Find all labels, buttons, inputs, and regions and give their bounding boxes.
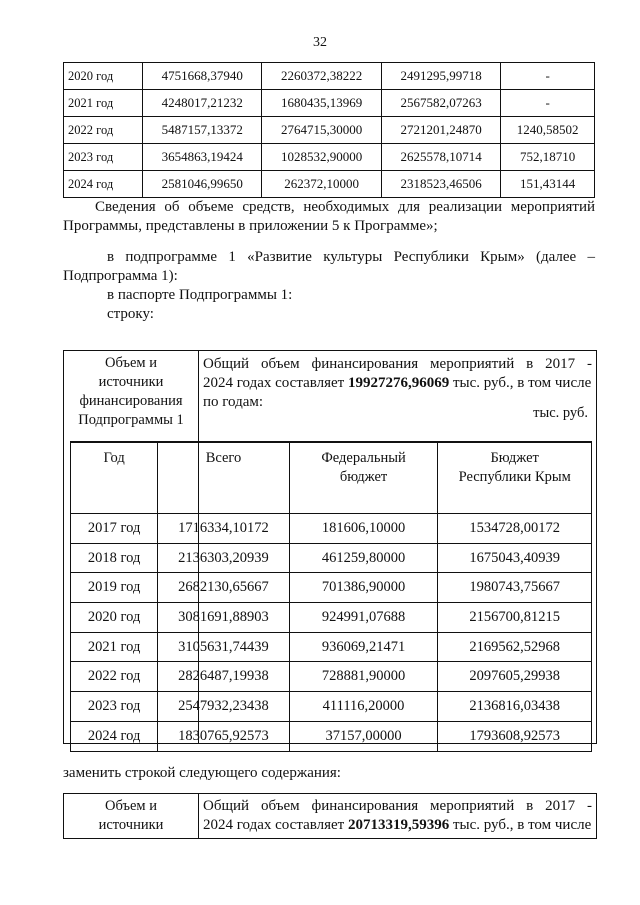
total-cell: 2547932,23438 (158, 692, 289, 722)
table-row (71, 692, 592, 722)
crimea-cell: 2169562,52968 (438, 632, 592, 662)
subprogram-finance-table (70, 441, 592, 752)
table-row (71, 543, 592, 573)
crimea-cell: 2156700,81215 (438, 603, 592, 633)
table-row (64, 63, 595, 90)
value-cell: 2567582,07263 (381, 90, 500, 117)
value-cell: 1240,58502 (501, 117, 595, 144)
table-row (71, 721, 592, 751)
year-cell: 2024 год (64, 171, 143, 198)
total-cell: 2682130,65667 (158, 573, 289, 603)
table-row (64, 144, 595, 171)
row-text: строку: (107, 306, 154, 322)
year-cell: 2020 год (71, 603, 158, 633)
header-crimea: Бюджет Республики Крым (438, 442, 592, 514)
paragraph-text: тыс. руб., в том числе (449, 817, 592, 833)
value-cell: 262372,10000 (262, 171, 381, 198)
value-cell: 1028532,90000 (262, 144, 381, 171)
funding-by-year-table (63, 62, 595, 198)
year-cell: 2020 год (64, 63, 143, 90)
paragraph-text: 2024 годах составляет (203, 817, 348, 833)
paragraph-line: Общий объем финансирования мероприятий в 2017 - (203, 798, 592, 814)
crimea-cell: 1793608,92573 (438, 721, 592, 751)
federal-cell: 181606,10000 (289, 514, 438, 544)
table-row (71, 514, 592, 544)
year-cell: 2023 год (64, 144, 143, 171)
crimea-cell: 2097605,29938 (438, 662, 592, 692)
value-cell: 2318523,46506 (381, 171, 500, 198)
paragraph-text: 2024 годах составляет (203, 375, 348, 391)
passport-text: в паспорте Подпрограммы 1: (107, 287, 293, 303)
federal-cell: 461259,80000 (289, 543, 438, 573)
header-total: Всего (158, 442, 289, 514)
value-cell: - (501, 63, 595, 90)
paragraph-text: по годам: (203, 394, 264, 410)
unit-label: тыс. руб. (533, 405, 588, 421)
value-cell: 5487157,13372 (143, 117, 262, 144)
federal-cell: 411116,20000 (289, 692, 438, 722)
value-cell: 3654863,19424 (143, 144, 262, 171)
funding-row-content (198, 794, 596, 838)
value-cell: 752,18710 (501, 144, 595, 171)
header-year: Год (71, 442, 158, 514)
funding-row-label (64, 794, 198, 835)
total-cell: 3081691,88903 (158, 603, 289, 633)
subprogram-text-line2: Подпрограмма 1): (63, 268, 178, 284)
funding-paragraph (203, 797, 592, 835)
value-cell: 2764715,30000 (262, 117, 381, 144)
total-cell: 1716334,10172 (158, 514, 289, 544)
value-cell: 4751668,37940 (143, 63, 262, 90)
label-line: Объем и (105, 355, 157, 371)
replace-text: заменить строкой следующего содержания: (63, 765, 341, 781)
year-cell: 2017 год (71, 514, 158, 544)
label-line: Объем и (105, 798, 157, 814)
table-row (71, 603, 592, 633)
table-row (71, 632, 592, 662)
value-cell: 4248017,21232 (143, 90, 262, 117)
info-text-line1: Сведения об объеме средств, необходимых для реализации мероприятий (95, 199, 595, 215)
year-cell: 2021 год (64, 90, 143, 117)
table-row (64, 90, 595, 117)
year-cell: 2019 год (71, 573, 158, 603)
total-cell: 2136303,20939 (158, 543, 289, 573)
value-cell: 2491295,99718 (381, 63, 500, 90)
year-cell: 2022 год (71, 662, 158, 692)
year-cell: 2018 год (71, 543, 158, 573)
value-cell: 2721201,24870 (381, 117, 500, 144)
total-amount: 20713319,59396 (347, 817, 450, 833)
year-cell: 2022 год (64, 117, 143, 144)
value-cell: 2260372,38222 (262, 63, 381, 90)
year-cell: 2021 год (71, 632, 158, 662)
paragraph-text: тыс. руб., в том числе (449, 375, 592, 391)
funding-row-label (64, 351, 198, 430)
crimea-cell: 1675043,40939 (438, 543, 592, 573)
federal-cell: 37157,00000 (289, 721, 438, 751)
total-cell: 2826487,19938 (158, 662, 289, 692)
crimea-cell: 1980743,75667 (438, 573, 592, 603)
page-number: 32 (313, 35, 327, 50)
label-line: финансирования (79, 393, 183, 409)
value-cell: 2625578,10714 (381, 144, 500, 171)
label-line: Подпрограммы 1 (78, 412, 184, 428)
crimea-cell: 1534728,00172 (438, 514, 592, 544)
label-line: источники (98, 374, 164, 390)
year-cell: 2023 год (71, 692, 158, 722)
table-row (64, 171, 595, 198)
federal-cell: 701386,90000 (289, 573, 438, 603)
total-cell: 3105631,74439 (158, 632, 289, 662)
paragraph-line: Общий объем финансирования мероприятий в 2017 - (203, 356, 592, 372)
federal-cell: 728881,90000 (289, 662, 438, 692)
total-amount: 19927276,96069 (347, 375, 450, 391)
total-cell: 1830765,92573 (158, 721, 289, 751)
table-row (64, 117, 595, 144)
info-text-line2: Программы, представлены в приложении 5 к Программе»; (63, 218, 438, 234)
funding-paragraph (203, 355, 592, 412)
value-cell: 151,43144 (501, 171, 595, 198)
label-line: источники (98, 817, 164, 833)
table-row (71, 573, 592, 603)
table-row (71, 662, 592, 692)
value-cell: 1680435,13969 (262, 90, 381, 117)
funding-row-new (63, 793, 597, 839)
header-federal: Федеральный бюджет (289, 442, 438, 514)
subprogram-text-line1: в подпрограмме 1 «Развитие культуры Республики Крым» (далее – (107, 249, 595, 265)
year-cell: 2024 год (71, 721, 158, 751)
value-cell: 2581046,99650 (143, 171, 262, 198)
federal-cell: 936069,21471 (289, 632, 438, 662)
federal-cell: 924991,07688 (289, 603, 438, 633)
crimea-cell: 2136816,03438 (438, 692, 592, 722)
value-cell: - (501, 90, 595, 117)
